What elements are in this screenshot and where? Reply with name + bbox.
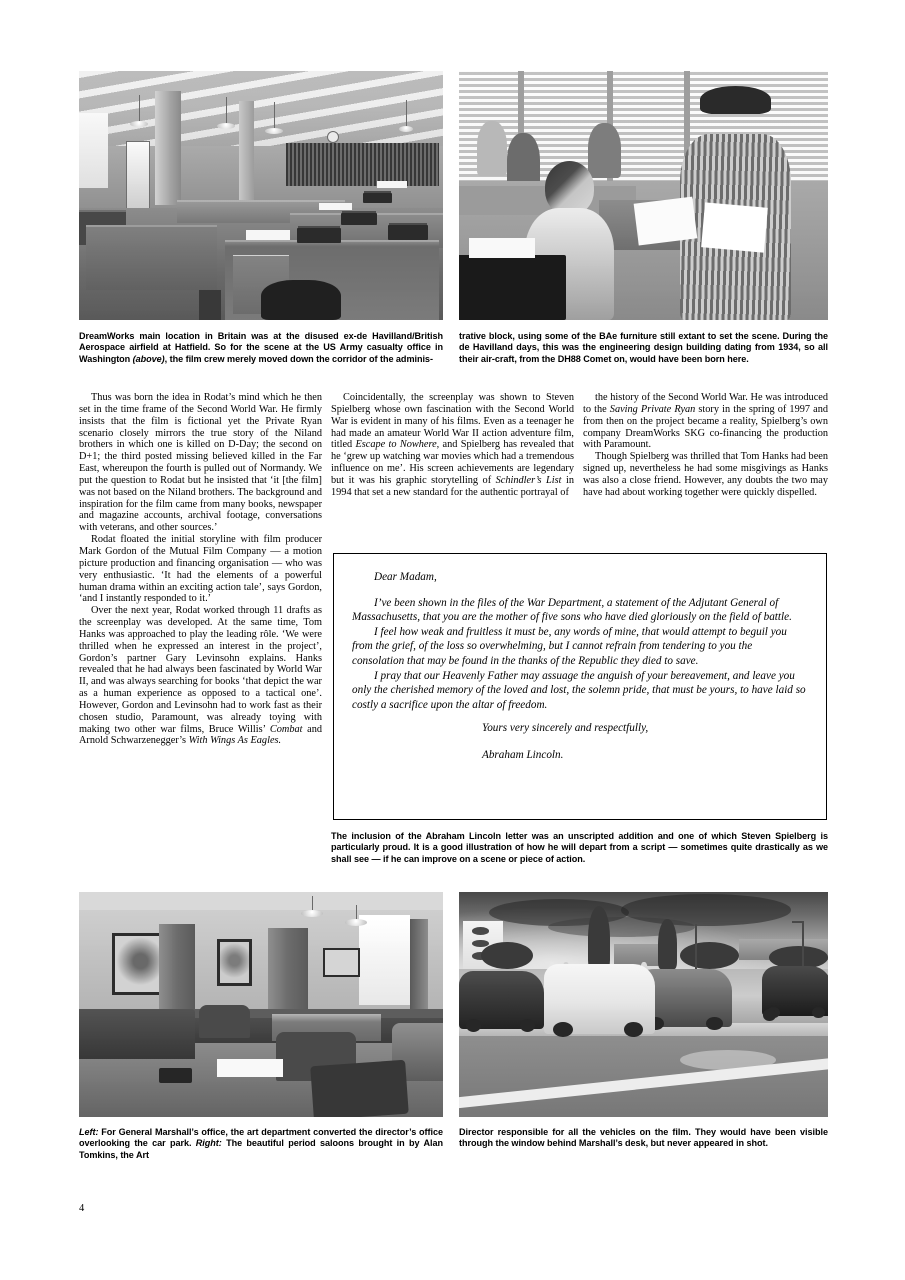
photo-desk-chair [310,1060,408,1117]
paragraph: Coincidentally, the screenplay was shown to Steven Spielberg whose own fascination with the Second World War is evident in many of his films. Even as a teenager he had made an amateur World War II action adventure film, titled Escape to Nowhere, and Spielberg has revealed that he ‘grew up watching war movies which had a tremendous influence on me’. His screen achievements are legendary but it was his graphic storytelling of Schindler’s List in 1994 that set a new standard for the authentic portrayal of [331,392,574,498]
photo-pendant-lamp [345,919,367,926]
photo-wall-clock [327,131,339,143]
photo-leather-sofa [79,1009,195,1059]
photo-paper [377,181,406,188]
paragraph: the history of the Second World War. He was introduced to the Saving Private Ryan story in the spring of 1997 and from then on the project became a reality, Spielberg’s own company DreamWorks SKG co-financing the production with Paramount. [583,392,828,451]
body-column-2 [331,392,574,499]
paragraph: I’ve been shown in the files of the War Department, a statement of the Adjutant General of Massachusetts, that you are the mother of five sons who have died gloriously on the field of battle. [352,596,792,624]
caption-bottom-right: Director responsible for all the vehicles on the film. They would have been visible through the window behind Marshall’s desk, but never appeared in shot. [459,1127,828,1149]
photo-typewriter [459,255,566,320]
photo-period-car [459,971,544,1030]
photo-period-saloon-cars-car-park [459,892,828,1117]
photo-tree [769,946,828,969]
photo-paper [319,203,352,210]
photo-pendant-lamp [399,126,413,132]
page-number: 4 [79,1203,85,1214]
photo-pillar [155,91,180,206]
letter-paragraphs [352,596,806,713]
photo-conifer [588,906,610,969]
photo-shelving-unit [286,143,439,185]
paragraph: Thus was born the idea in Rodat’s mind which he then set in the time frame of the Second World War. He firmly insists that the film is fictional yet the Private Ryan scenario closely mirrors the true story of the Niland brothers in which one is killed on D-Day; the second on D+1; the third posted missing believed killed in the Far East, whereupon the fourth is pulled out of Normandy. We put the question to Rodat but he insisted that ‘it [the film] was not based on the Niland brothers. The background and inspiration for the film came from many books, newspaper and magazine accounts, archival footage, conversations with veterans, and other sources.’ [79,392,322,534]
photo-conifer [658,919,676,969]
photo-paper [246,230,290,240]
photo-pillar [239,101,254,206]
lincoln-letter-text [352,570,806,763]
photo-letter-page [701,203,767,253]
photo-porthole-window [472,927,489,935]
photo-office-chair [261,280,341,320]
photo-pendant-lamp [130,121,148,127]
paragraph: Rodat floated the initial storyline with film producer Mark Gordon of the Mutual Film Company — a motion picture production and financing organisation — who was very enthusiastic. ‘It had the elements of a powerful human drama within an exciting action tale’, says Gordon, ‘and I instantly responded to it.’ [79,534,322,605]
photo-tarmac [459,1036,828,1117]
photo-telephone [159,1068,192,1084]
photo-window [359,915,410,1005]
photo-general-marshall-office-set [79,892,443,1117]
caption-bottom-left: Left: For General Marshall’s office, the art department converted the director’s office overlooking the car park. Right: The beautiful period saloons brought in by Alan Tomkins, the Art [79,1127,443,1160]
photo-typewriter [388,225,428,240]
photo-framed-portrait [217,939,252,986]
caption-top-left: DreamWorks main location in Britain was at the disused ex-de Havilland/British Aerospace airfield at Hatfield. So for the scene at the US Army casualty office in Washington (above), the film crew merely moved down the corridor of the adminis- [79,331,443,364]
photo-desk [86,225,217,290]
paragraph: Over the next year, Rodat worked through 11 drafts as the screenplay was developed. At the same time, Tom Hanks was approached to play the leading rôle. ‘We were thrilled when he expressed an interest in the project’, Gordon’s partner Gary Levinsohn explains. Hanks revealed that he had always been fascinated by World War II, and was always searching for books ‘that depict the war as a human experience as opposed to a tactical one’. However, Gordon and Levinsohn had to work fast as their chosen studio, Paramount, was already toying with making two other war films, Bruce Willis’ Combat and Arnold Schwarzenegger’s With Wings As Eagles. [79,605,322,747]
body-column-1 [79,392,322,747]
photo-pendant-lamp [301,910,323,917]
abraham-lincoln-letter-box [333,553,827,820]
photo-typewriter [297,228,341,243]
photo-framed-picture [323,948,360,977]
photo-figure-head [545,161,595,215]
caption-lincoln-letter: The inclusion of the Abraham Lincoln letter was an unscripted addition and one of which Steven Spielberg is particularly proud. It is a good illustration of how he will depart from a script — sometimes quite drastically as we shall see — if he can improve on a scene or piece of action. [331,831,828,864]
paragraph: I pray that our Heavenly Father may assuage the anguish of your bereavement, and leave you only the cherished memory of the loved and lost, the solemn pride, that must be yours, to have laid so costly a sacrifice upon the altar of freedom. [352,669,806,711]
photo-flag [410,919,428,1023]
letter-signoff: Yours very sincerely and respectfully, [482,722,649,735]
letter-salutation: Dear Madam, [374,571,437,583]
photo-figure-hair [700,86,771,113]
photo-white-period-saloon [544,964,655,1034]
photo-desk-blotter [217,1059,283,1077]
photo-doorway [126,141,150,213]
paragraph: Though Spielberg was thrilled that Tom Hanks had been signed up, nevertheless he had some misgivings as Hanks was also a close friend. However, any doubts the two may have had about working together were quickly dispelled. [583,451,828,498]
paragraph: I feel how weak and fruitless it must be, any words of mine, that would attempt to beguil you from the grief, of the loss so overwhelming, but I cannot refrain from tendering to you the consolation that may be found in the thanks of the Republic they died to save. [352,625,787,667]
photo-typewriter [341,213,377,225]
photo-us-army-casualty-office-set [79,71,443,320]
body-column-3 [583,392,828,499]
photo-tree [481,942,533,969]
caption-top-right: trative block, using some of the BAe furniture still extant to set the scene. During the de Havilland days, this was the engineering design building dating from 1934, so all their air-craft, from the DH88 Comet on, would have been born here. [459,331,828,364]
photo-armchair [199,1005,250,1039]
photo-door [159,924,195,1023]
photo-lamp-post [695,924,697,969]
photo-background-typist [477,121,507,176]
photo-tree [680,942,739,969]
photo-typewriter [363,193,392,203]
photo-typists-in-casualty-office [459,71,828,320]
letter-signature: Abraham Lincoln. [482,748,564,761]
photo-letter-page [634,197,698,246]
photo-window [79,113,108,188]
photo-lamp-post [802,921,804,966]
photo-waste-bin [199,290,221,320]
